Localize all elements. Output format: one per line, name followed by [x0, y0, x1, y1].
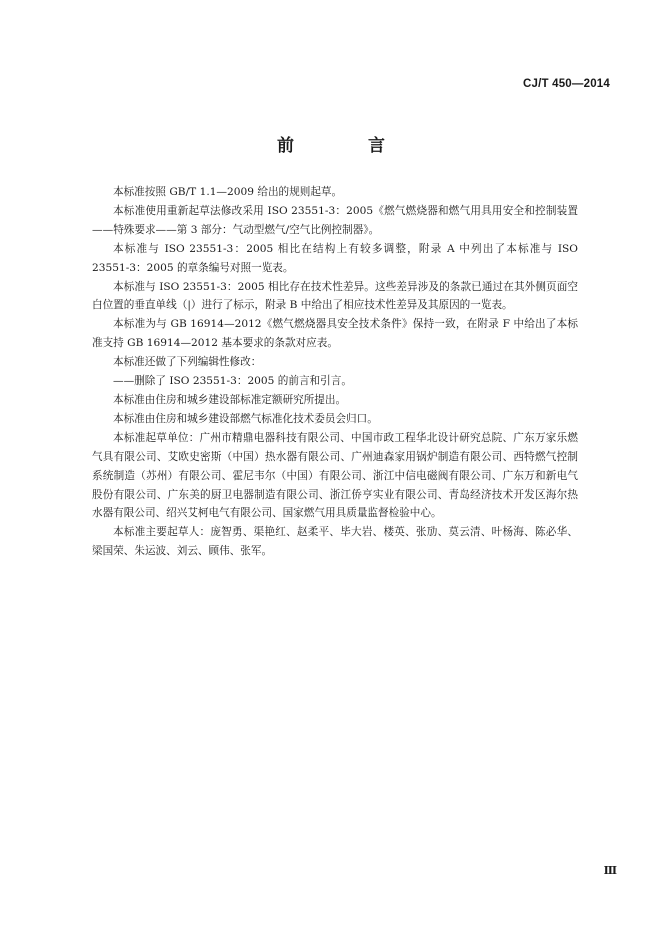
paragraph-structure-changes: 本标准与 ISO 23551-3：2005 相比在结构上有较多调整，附录 A 中列出了本标准与 ISO 23551-3：2005 的章条编号对照一览表。 — [92, 242, 578, 274]
paragraph-main-drafters: 本标准主要起草人：庞智勇、渠艳红、赵柔平、毕大岩、楼英、张劢、莫云清、叶杨海、陈必华、梁国荣、朱运波、刘云、顾伟、张军。 — [92, 526, 578, 558]
paragraph-drafting-units: 本标准起草单位：广州市精鼎电器科技有限公司、中国市政工程华北设计研究总院、广东万家乐燃气具有限公司、艾欧史密斯（中国）热水器有限公司、广州迪森家用锅炉制造有限公司、西特燃气控制系统制造（苏州）有限公司、霍尼韦尔（中国）有限公司、浙江中信电磁阀有限公司、广东万和新电气股份有限公司、广东美的厨卫电器制造有限公司、浙江侨亨实业有限公司、青岛经济技术开发区海尔热水器有限公司、绍兴艾柯电气有限公司、国家燃气用具质量监督检验中心。 — [92, 431, 578, 520]
paragraph-administered-by: 本标准由住房和城乡建设部燃气标准化技术委员会归口。 — [113, 412, 378, 425]
paragraph-deleted-foreword: ——删除了 ISO 23551-3：2005 的前言和引言。 — [113, 375, 352, 388]
paragraph-editorial-changes: 本标准还做了下列编辑性修改： — [113, 356, 262, 369]
page-number: Ⅲ — [603, 864, 617, 877]
paragraph-technical-differences: 本标准与 ISO 23551-3：2005 相比存在技术性差异。这些差异涉及的条款已通过在其外侧页面空白位置的垂直单线（|）进行了标示，附录 B 中给出了相应技术性差异及其原因的一览表。 — [92, 280, 578, 312]
standard-code: CJ/T 450—2014 — [523, 78, 610, 90]
paragraph-adoption-method: 本标准使用重新起草法修改采用 ISO 23551-3：2005《燃气燃烧器和燃气用具用安全和控制装置——特殊要求——第 3 部分：气动型燃气/空气比例控制器》。 — [92, 204, 578, 236]
paragraph-proposed-by: 本标准由住房和城乡建设部标准定额研究所提出。 — [113, 393, 347, 406]
page-title: 前 言 — [277, 136, 419, 156]
paragraph-gb16914-consistency: 本标准为与 GB 16914—2012《燃气燃烧器具安全技术条件》保持一致，在附录 F 中给出了本标准支持 GB 16914—2012 基本要求的条款对应表。 — [92, 318, 578, 350]
paragraph-drafting-rules: 本标准按照 GB/T 1.1—2009 给出的规则起草。 — [113, 186, 343, 198]
foreword-body — [92, 183, 578, 561]
